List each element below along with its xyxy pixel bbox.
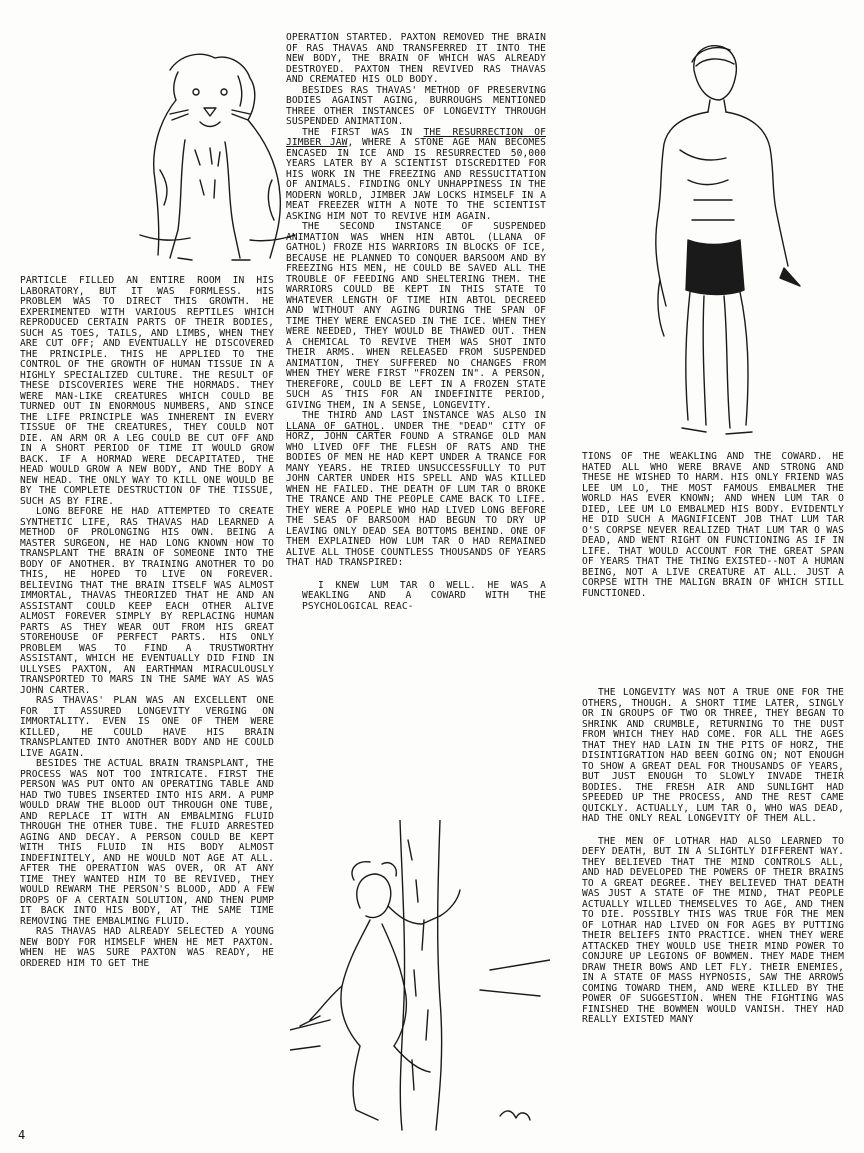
- text-run: THE THIRD AND LAST INSTANCE WAS ALSO IN: [302, 410, 546, 421]
- column-3-top: [582, 452, 844, 599]
- paragraph: TIONS OF THE WEAKLING AND THE COWARD. HE HATED ALL WHO WERE BRAVE AND STRONG AND THESE HE WISHED TO HARM. HIS ONLY FRIEND WAS LEE UM LO, THE MOST FAMOUS EMBALMER THE WORLD HAS EVER KNOWN; AND WHEN LUM TAR O DIED, LEE UM LO EMBALMED HIS BODY. EVIDENTLY HE DID SUCH A MAGNIFICENT JOB THAT LUM TAR O'S CORPSE NEVER REALIZED THAT LUM TAR O WAS DEAD, AND WENT RIGHT ON FUNCTIONING AS IF IN LIFE. THAT WOULD ACCOUNT FOR THE GREAT SPAN OF YEARS THAT THE THING EXISTED--NOT A HUMAN BEING, NOT A LIVE CREATURE AT ALL. JUST A CORPSE WITH THE MALIGN BRAIN OF WHICH STILL FUNCTIONED.: [582, 451, 844, 599]
- paragraph: PARTICLE FILLED AN ENTIRE ROOM IN HIS LABORATORY, BUT IT WAS FORMLESS. HIS PROBLEM WAS TO DIRECT THIS GROWTH. HE EXPERIMENTED WITH VARIOUS REPTILES WHICH REPRODUCED CERTAIN PARTS OF THEIR BODIES, SUCH AS TOES, TAILS, AND LIMBS, WHEN THEY ARE CUT OFF; AND EVENTUALLY HE DISCOVERED THE PRINCIPLE. THIS HE APPLIED TO THE CONTROL OF THE GROWTH OF HUMAN TISSUE IN A HIGHLY SPECIALIZED CULTURE. THE RESULT OF THESE DISCOVERIES WERE THE HORMADS. THEY WERE MAN-LIKE CREATURES WHICH COULD BE TURNED OUT IN ENORMOUS NUMBERS, AND SINCE THE LIFE PRINCIPLE WAS INHERENT IN EVERY TISSUE OF THE CREATURES, THEY COULD NOT DIE. AN ARM OR A LEG COULD BE CUT OFF AND IN A SHORT PERIOD OF TIME IT WOULD GROW BACK. IF A HORMAD WERE DECAPITATED, THE HEAD WOULD GROW A NEW BODY, AND THE BODY A NEW HEAD. THE ONLY WAY TO KILL ONE WOULD BE BY THE COMPLETE DESTRUCTION OF THE TISSUE, SUCH AS BY FIRE.: [20, 275, 274, 507]
- paragraph: [286, 128, 546, 223]
- paragraph: [286, 411, 546, 569]
- lion-icon: [100, 30, 300, 266]
- text-run: THE FIRST WAS IN: [302, 126, 424, 138]
- page-number: 4: [18, 1128, 26, 1142]
- book-title: THE RESURRECTION OF JIMBER JAW: [286, 126, 546, 148]
- book-title: LLANA OF GATHOL: [286, 420, 380, 432]
- paragraph: BESIDES RAS THAVAS' METHOD OF PRESERVING BODIES AGAINST AGING, BURROUGHS MENTIONED THREE OTHER INSTANCES OF LONGEVITY THROUGH SUSPENDED ANIMATION.: [286, 84, 546, 127]
- column-2: [286, 33, 546, 612]
- paragraph: THE MEN OF LOTHAR HAD ALSO LEARNED TO DEFY DEATH, BUT IN A SLIGHTLY DIFFERENT WAY. THEY BELIEVED THAT THE MIND CONTROLS ALL, AND HAD DEVELOPED THE POWERS OF THEIR BRAINS TO A GREAT DEGREE. THEY BELIEVED THAT DEATH WAS JUST A STATE OF THE MIND, THAT PEOPLE ACTUALLY WILLED THEMSELVES TO AGE, AND THEN TO DIE. POSSIBLY THIS WAS TRUE FOR THE MEN OF LOTHAR HAD LIVED ON FOR AGES BY PUTTING THEIR BELIEFS INTO PRACTICE. WHEN THEY WERE ATTACKED THEY WOULD USE THEIR MIND POWER TO CONJURE UP LEGIONS OF BOWMEN. THEY MADE THEM DRAW THEIR BOWS AND LET FLY. THEIR ENEMIES, IN A STATE OF MASS HYPNOSIS, SAW THE ARROWS COMING TOWARD THEM, AND WERE KILLED BY THE POWER OF SUGGESTION. WHEN THE FIGHTING WAS FINISHED THE BOWMEN WOULD VANISH. THEY HAD REALLY EXISTED MANY: [582, 835, 844, 1025]
- paragraph: THE LONGEVITY WAS NOT A TRUE ONE FOR THE OTHERS, THOUGH. A SHORT TIME LATER, SINGLY OR IN GROUPS OF TWO OR THREE, THEY BEGAN TO SHRINK AND CRUMBLE, RETURNING TO THE DUST FROM WHICH THEY HAD COME. FOR ALL THE AGES THAT THEY HAD LAIN IN THE PITS OF HORZ, THE DISINTIGRATION HAD BEEN GOING ON; NOT ENOUGH TO SHOW A GREAT DEAL FOR THOUSANDS OF YEARS, BUT JUST ENOUGH TO SLOWLY INVADE THEIR BODIES. THE FRESH AIR AND SUNLIGHT HAD SPEEDED UP THE PROCESS, AND THE REST CAME QUICKLY. ACTUALLY, LUM TAR O, WHO WAS DEAD, HAD THE ONLY REAL LONGEVITY OF THEM ALL.: [582, 687, 844, 824]
- column-3-bottom: [582, 688, 844, 1026]
- paragraph: RAS THAVAS HAD ALREADY SELECTED A YOUNG NEW BODY FOR HIMSELF WHEN HE MET PAXTON. WHEN HE WAS SURE PAXTON WAS READY, HE ORDERED HIM TO GET THE: [20, 926, 274, 969]
- paragraph: RAS THAVAS' PLAN WAS AN EXCELLENT ONE FOR IT ASSURED LONGEVITY VERGING ON IMMORTALITY. EVEN IS ONE OF THEM WERE KILLED, HE COULD HAVE HIS BRAIN TRANSPLANTED INTO ANOTHER BODY AND HE COULD LIVE AGAIN.: [20, 695, 274, 759]
- man-climbing-tree-icon: [290, 820, 550, 1132]
- paragraph: BESIDES THE ACTUAL BRAIN TRANSPLANT, THE PROCESS WAS NOT TOO INTRICATE. FIRST THE PERSON WAS PUT ONTO AN OPERATING TABLE AND HAD TWO TUBES INSERTED INTO HIS ARM. A PUMP WOULD DRAW THE BLOOD OUT THROUGH ONE TUBE, AND REPLACE IT WITH AN EMBALMING FLUID THROUGH THE OTHER TUBE. THE FLUID ARRESTED AGING AND DECAY. A PERSON COULD BE KEPT WITH THIS FLUID IN HIS BODY ALMOST INDEFINITELY, AND HE WOULD NOT AGE AT ALL. AFTER THE OPERATION WAS OVER, OR AT ANY TIME THEY WANTED HIM TO BE REVIVED, THEY WOULD REWARM THE PERSON'S BLOOD, ADD A FEW DROPS OF A CERTAIN SOLUTION, AND THEN PUMP IT BACK INTO HIS BODY, AT THE SAME TIME REMOVING THE EMBALMING FLUID.: [20, 758, 274, 927]
- warrior-with-knife-icon: [634, 40, 804, 445]
- paragraph: OPERATION STARTED. PAXTON REMOVED THE BRAIN OF RAS THAVAS AND TRANSFERRED IT INTO THE NEW BODY, THE BRAIN OF WHICH WAS ALREADY DESTROYED. PAXTON THEN REVIVED RAS THAVAS AND CREMATED HIS OLD BODY.: [286, 32, 546, 85]
- paragraph: LONG BEFORE HE HAD ATTEMPTED TO CREATE SYNTHETIC LIFE, RAS THAVAS HAD LEARNED A METHOD OF PROLONGING HIS OWN. BEING A MASTER SURGEON, HE HAD LONG KNOWN HOW TO TRANSPLANT THE BRAIN OF SOMEONE INTO THE BODY OF ANOTHER. BY TRAINING ANOTHER TO DO THIS, HE HOPED TO LIVE ON FOREVER. BELIEVING THAT THE BRAIN ITSELF WAS ALMOST IMMORTAL, THAVAS THEORIZED THAT HE AND AN ASSISTANT COULD KEEP EACH OTHER ALIVE ALMOST FOREVER SIMPLY BY REPLACING HUMAN PARTS AS THEY WEAR OUT FROM HIS GREAT STOREHOUSE OF PERFECT PARTS. HIS ONLY PROBLEM WAS TO FIND A TRUSTWORTHY ASSISTANT, WHICH HE EVENTUALLY DID FIND IN ULLYSES PAXTON, AN EARTHMAN MIRACULOUSLY TRANSPORTED TO MARS IN THE SAME WAY AS WAS JOHN CARTER.: [20, 506, 274, 696]
- text-run: , WHERE A STONE AGE MAN BECOMES ENCASED IN ICE AND IS RESURRECTED 50,000 YEARS LATER BY A SCIENTIST DISCREDITED FOR HIS WORK IN THE FREEZING AND RESSUCITATION OF ANIMALS. FINDING ONLY UNHAPPINESS IN THE MODERN WORLD, JIMBER JAW LOCKS HIMSELF IN A MEAT FREEZER WITH A NOTE TO THE SCIENTIST ASKING HIM NOT TO REVIVE HIM AGAIN.: [286, 137, 547, 222]
- column-1: [20, 276, 274, 969]
- quote-paragraph: I KNEW LUM TAR O WELL. HE WAS A WEAKLING AND A COWARD WITH THE PSYCHOLOGICAL REAC-: [302, 579, 546, 612]
- text-run: . UNDER THE "DEAD" CITY OF HORZ, JOHN CARTER FOUND A STRANGE OLD MAN WHO LIVED OFF THE FLESH OF RATS AND THE BODIES OF MEN HE HAD KEPT UNDER A TRANCE FOR MANY YEARS. HE TRIED UNSUCCESSFULLY TO PUT JOHN CARTER UNDER HIS SPELL AND WAS KILLED WHEN HE FAILED. THE DEATH OF LUM TAR O BROKE THE TRANCE AND THE PEOPLE CAME BACK TO LIFE. THEY WERE A POEPLE WHO HAD LIVED LONG BEFORE THE SEAS OF BARSOOM HAD BEGUN TO DRY UP LEAVING ONLY DEAD SEA BOTTOMS BEHIND. ONE OF THEM EXPLAINED HOW LUM TAR O HAD REMAINED ALIVE ALL THOSE COUNTLESS THOUSANDS OF YEARS THAT HAD TRANSPIRED:: [286, 420, 546, 568]
- paragraph: THE SECOND INSTANCE OF SUSPENDED ANIMATION WAS WHEN HIN ABTOL (LLANA OF GATHOL) FROZE HIS WARRIORS IN BLOCKS OF ICE, BECAUSE HE PLANNED TO CONQUER BARSOOM AND BY FREEZING HIS MEN, HE COULD BE SAVED ALL THE TROUBLE OF FEEDING AND SHELTERING THEM. THE WARRIORS COULD BE KEPT IN THIS STATE TO WHATEVER LENGTH OF TIME HIN ABTOL DECREED AND WITHOUT ANY AGING DURING THE SPAN OF TIME THEY WERE ENCASED IN THE ICE. WHEN THEY WERE NEEDED, THEY WOULD BE THAWED OUT. THEN A CHEMICAL TO REVIVE THEM WAS SHOT INTO THEIR ARMS. WHEN RELEASED FROM SUSPENDED ANIMATION, THEY SUFFERED NO CHANGES FROM WHEN THEY WERE FIRST "FROZEN IN". A PERSON, THEREFORE, COULD BE LEFT IN A FROZEN STATE SUCH AS THIS FOR AN INDEFINITE PERIOD, GIVING THEM, IN A SENSE, LONGEVITY.: [286, 221, 546, 411]
